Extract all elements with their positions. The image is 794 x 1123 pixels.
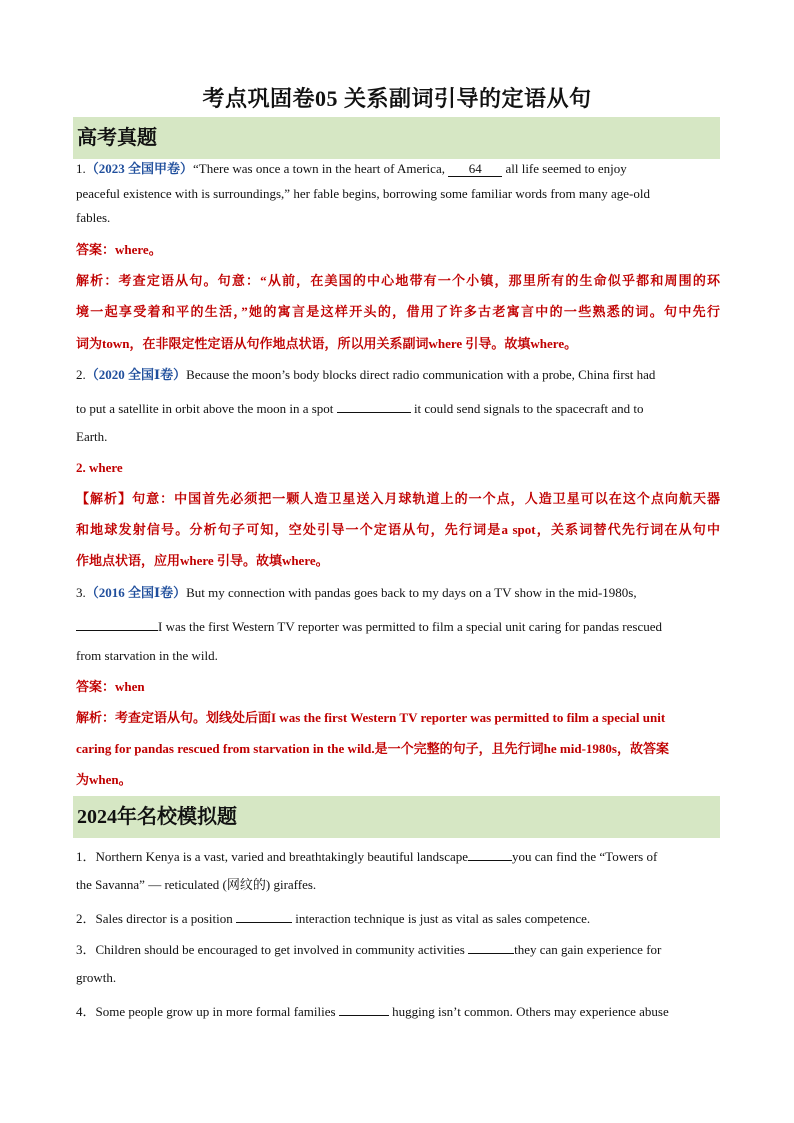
m1-line1: 1．Northern Kenya is a vast, varied and breathtakingly beautiful landscape you can find the “Towers of — [76, 845, 720, 866]
q1-source: （2023 全国甲卷） — [85, 161, 194, 176]
q2-answer: 2. where — [76, 460, 123, 475]
q1-line3: fables. — [76, 210, 111, 225]
m1-blank — [468, 845, 512, 861]
q2-explanation-1: 【解析】句意：中国首先必须把一颗人造卫星送入月球轨道上的一个点，人造卫星可以在这个点向航天器 — [76, 491, 720, 506]
m3-line2: growth. — [76, 970, 117, 985]
page-title: 考点巩固卷05 关系副词引导的定语从句 — [202, 86, 592, 111]
q1-explanation-2: 境一起享受着和平的生活，”她的寓言是这样开头的，借用了许多古老寓言中的一些熟悉的词。句中先行 — [76, 304, 720, 319]
m3-line1: 3．Children should be encouraged to get involved in community activities they can gain experience for — [76, 938, 720, 959]
q1-explanation-1: 解析：考查定语从句。句意：“从前，在美国的中心地带有一个小镇，那里所有的生命似乎都和周围的环 — [76, 273, 720, 288]
q2-explanation-2: 和地球发射信号。分析句子可知，空处引导一个定语从句，先行词是a spot，关系词替代先行词在从句中 — [76, 522, 720, 537]
m2-blank — [236, 907, 292, 923]
q1-line2: peaceful existence with is surroundings,” her fable begins, borrowing some familiar words from many age-old — [76, 186, 650, 201]
section-header-mock: 2024年名校模拟题 — [73, 796, 720, 838]
q3-source: （2016 全国Ⅰ卷） — [85, 585, 187, 600]
m4-line1: 4．Some people grow up in more formal families hugging isn’t common. Others may experience abuse — [76, 1000, 720, 1021]
q3-blank — [76, 615, 158, 631]
m1-line2: the Savanna” — reticulated (网纹的) giraffes. — [76, 877, 317, 892]
q3-explanation-2: caring for pandas rescued from starvation in the wild.是一个完整的句子，且先行词he mid-1980s，故答案 — [76, 741, 669, 756]
q3-line2: I was the first Western TV reporter was permitted to film a special unit caring for pandas rescued — [76, 615, 720, 636]
q1-answer: 答案：where。 — [76, 242, 162, 257]
m4-blank — [339, 1000, 389, 1016]
q3-answer: 答案：when — [76, 679, 145, 694]
m3-blank — [468, 938, 514, 954]
q3-explanation-3: 为when。 — [76, 772, 132, 787]
q3-line3: from starvation in the wild. — [76, 648, 218, 663]
q1-explanation-3: 词为town，在非限定性定语从句作地点状语，所以用关系副词where 引导。故填where。 — [76, 336, 578, 351]
q2-line3: Earth. — [76, 429, 108, 444]
q3-line1: 3.（2016 全国Ⅰ卷）But my connection with pandas goes back to my days on a TV show in the mid-1980s, — [76, 585, 637, 600]
q2-blank — [337, 397, 411, 413]
q2-source: （2020 全国Ⅰ卷） — [85, 367, 187, 382]
m2-line1: 2．Sales director is a position interaction technique is just as vital as sales competence. — [76, 907, 720, 928]
section-header-gaokao: 高考真题 — [73, 117, 720, 159]
q2-line1: 2.（2020 全国Ⅰ卷）Because the moon’s body blocks direct radio communication with a probe, China first had — [76, 367, 656, 382]
q1-number: 1. — [76, 161, 86, 176]
q2-line2: to put a satellite in orbit above the moon in a spot it could send signals to the spacecraft and to — [76, 397, 720, 418]
q1-line1: 1.（2023 全国甲卷）“There was once a town in the heart of America, 64 all life seemed to enjoy — [76, 161, 627, 176]
q3-explanation-1: 解析：考查定语从句。划线处后面I was the first Western TV reporter was permitted to film a special unit — [76, 710, 666, 725]
q1-blank: 64 — [448, 161, 502, 177]
q2-explanation-3: 作地点状语，应用where 引导。故填where。 — [76, 553, 329, 568]
